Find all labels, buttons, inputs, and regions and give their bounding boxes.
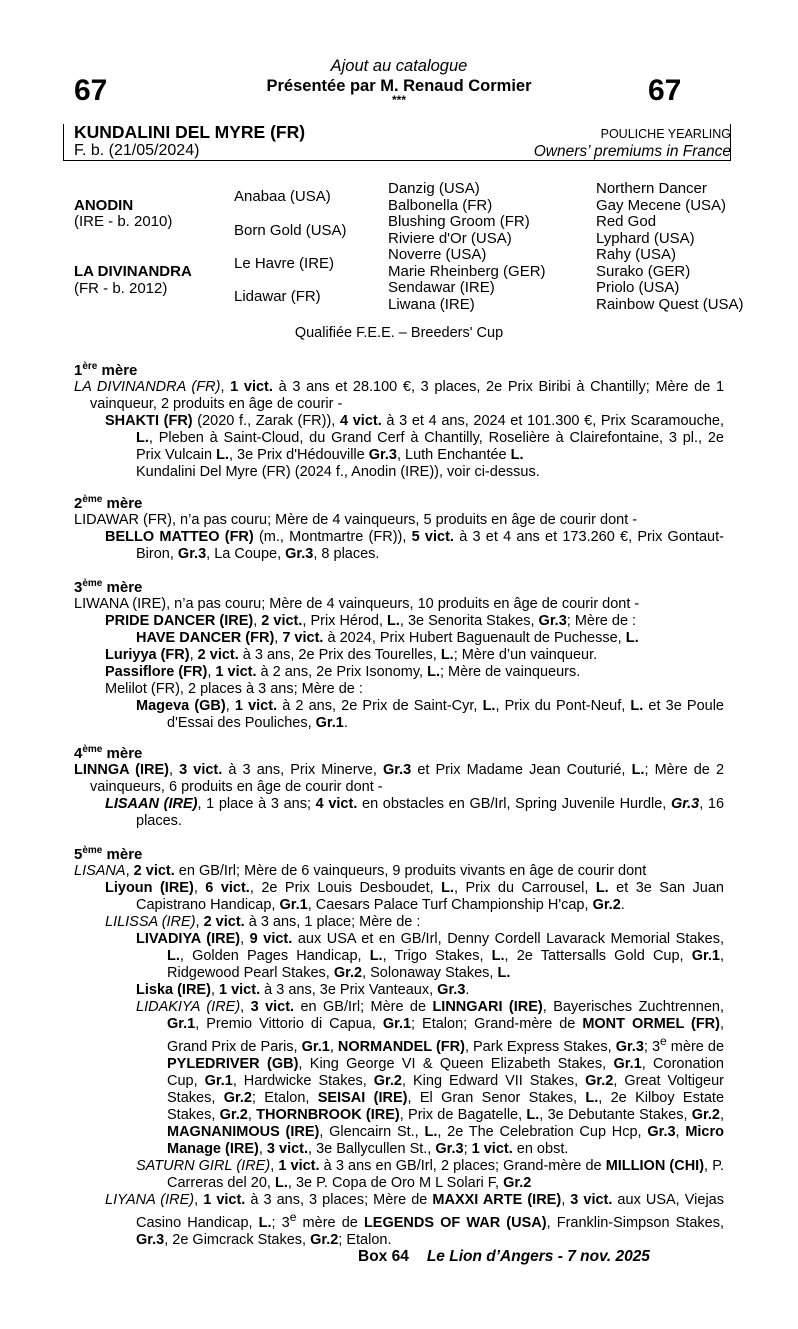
pedigree-gen3-2: Balbonella (FR) [388,197,493,214]
pedigree-gen4-3: Red God [596,213,657,230]
pedigree-gen3-5: Noverre (USA) [388,246,487,263]
produce-lilissa: LILISSA (IRE), 2 vict. à 3 ans, 1 place; Mère de : [105,914,421,930]
horse-name: KUNDALINI DEL MYRE (FR) [74,122,306,142]
fourth-dam-title: 4ème mère [74,744,143,762]
pedigree-gen3-3: Blushing Groom (FR) [388,213,530,230]
fourth-dam-text: LINNGA (IRE), 3 vict. à 3 ans, Prix Minerve, Gr.3 et Prix Madame Jean Couturié, L.; Mère de 2 vainqueurs, 6 produits en âge de courir dont - [74,762,725,795]
produce-luriyya: Luriyya (FR), 2 vict. à 3 ans, 2e Prix des Tourelles, L.; Mère d’un vainqueur. [105,647,598,663]
pedigree-gen3-4: Riviere d'Or (USA) [388,230,512,247]
first-dam-section [74,358,724,481]
fifth-dam-text: LISANA, 2 vict. en GB/Irl; Mère de 6 vainqueurs, 9 produits vivants en âge de courir dont [74,863,647,879]
produce-kundalini: Kundalini Del Myre (FR) (2024 f., Anodin (IRE)), voir ci-dessus. [136,464,540,480]
produce-lidakiya: LIDAKIYA (IRE), 3 vict. en GB/Irl; Mère de LINNGARI (IRE), Bayerisches Zuchtrennen, Gr.1, Premio Vittorio di Capua, Gr.1; Etalon; Grand-mère de MONT ORMEL (FR), Grand Prix de Paris, Gr.1, NORMANDEL (FR), Park Express Stakes, Gr.3; 3e mère de PYLEDRIVER (GB), King George VI & Queen Elizabeth Stakes, Gr.1, Coronation Cup, Gr.1, Hardwicke Stakes, Gr.2, King Edward VII Stakes, Gr.2, Great Voltigeur Stakes, Gr.2; Etalon, SEISAI (IRE), El Gran Senor Stakes, L., 2e Kilboy Estate Stakes, Gr.2, THORNBROOK (IRE), Prix de Bagatelle, L., 3e Debutante Stakes, Gr.2, MAGNANIMOUS (IRE), Glencairn St., L., 2e The Celebration Cup Hcp, Gr.3, Micro Manage (IRE), 3 vict., 3e Ballycullen St., Gr.3; 1 vict. en obst. [136,999,725,1157]
sire-name: ANODIN [74,197,134,214]
pedigree-gen3-1: Danzig (USA) [388,180,480,197]
pedigree-gen2-2: Born Gold (USA) [234,222,347,239]
second-dam-title: 2ème mère [74,494,143,512]
presenter: Présentée par M. Renaud Cormier [266,77,532,95]
owners-premiums: Owners’ premiums in France [533,143,731,160]
horse-description: F. b. (21/05/2024) [74,142,200,159]
second-dam-text: LIDAWAR (FR), n’a pas couru; Mère de 4 vainqueurs, 5 produits en âge de courir dont - [74,512,638,528]
lot-number-left: 67 [74,74,108,107]
produce-pride-dancer: PRIDE DANCER (IRE), 2 vict., Prix Hérod, L., 3e Senorita Stakes, Gr.3; Mère de : [105,613,637,629]
pedigree-gen3-7: Sendawar (IRE) [388,279,495,296]
produce-liyoun: Liyoun (IRE), 6 vict., 2e Prix Louis Desboudet, L., Prix du Carrousel, L. et 3e San Juan Capistrano Handicap, Gr.1, Caesars Palace Turf Championship H'cap, Gr.2. [105,880,724,913]
fifth-dam-title: 5ème mère [74,845,143,863]
third-dam-text: LIWANA (IRE), n’a pas couru; Mère de 4 vainqueurs, 10 produits en âge de courir dont - [74,596,640,612]
produce-livadiya: LIVADIYA (IRE), 9 vict. aux USA et en GB/Irl, Denny Cordell Lavarack Memorial Stakes, L., Golden Pages Handicap, L., Trigo Stakes, L., 2e Tattersalls Gold Cup, Gr.1, Ridgewood Pearl Stakes, Gr.2, Solonaway Stakes, L. [136,931,725,981]
produce-shakti: SHAKTI (FR) (2020 f., Zarak (FR)), 4 vict. à 3 et 4 ans, 2024 et 101.300 €, Prix Scaramouche, L., Pleben à Saint-Cloud, du Grand Cerf à Chantilly, Roselière à Clairefontaine, 3 pl., 2e Prix Vulcain L., 3e Prix d'Hédouville Gr.3, Luth Enchantée L. [105,413,724,463]
sex-label: POULICHE YEARLING [600,127,731,141]
pedigree-gen3-6: Marie Rheinberg (GER) [388,263,546,280]
pedigree-gen4-7: Priolo (USA) [596,279,680,296]
produce-saturn-girl: SATURN GIRL (IRE), 1 vict. à 3 ans en GB/Irl, 2 places; Grand-mère de MILLION (CHI), P. Carreras del 20, L., 3e P. Copa de Oro M L Solari F, Gr.2 [136,1157,725,1191]
pedigree-gen4-5: Rahy (USA) [596,246,677,263]
box-number: Box 64 [358,1248,409,1265]
produce-liyana: LIYANA (IRE), 1 vict. à 3 ans, 3 places; Mère de MAXXI ARTE (IRE), 3 vict. aux USA, Viejas Casino Handicap, L.; 3e mère de LEGENDS OF WAR (USA), Franklin-Simpson Stakes, Gr.3, 2e Gimcrack Stakes, Gr.2; Etalon. [105,1191,724,1248]
pedigree-gen2-3: Le Havre (IRE) [234,255,335,272]
pedigree-gen4-2: Gay Mecene (USA) [596,197,727,214]
produce-mageva: Mageva (GB), 1 vict. à 2 ans, 2e Prix de Saint-Cyr, L., Prix du Pont-Neuf, L. et 3e Poule d'Essai des Pouliches, Gr.1. [136,698,724,731]
first-dam-title: 1ère mère [74,361,138,379]
dam-detail: (FR - b. 2012) [74,280,168,297]
second-dam-section [74,491,724,563]
third-dam-section [74,575,724,732]
pedigree-gen2-4: Lidawar (FR) [234,288,321,305]
footer [358,1248,650,1266]
pedigree-gen3-8: Liwana (IRE) [388,296,475,313]
catalogue-addition: Ajout au catalogue [330,57,468,75]
pedigree-gen4-6: Surako (GER) [596,263,691,280]
pedigree-gen4-1: Northern Dancer [596,180,707,197]
produce-lisaan: LISAAN (IRE), 1 place à 3 ans; 4 vict. en obstacles en GB/Irl, Spring Juvenile Hurdle, Gr.3, 16 places. [105,796,725,829]
produce-melilot: Melilot (FR), 2 places à 3 ans; Mère de : [105,681,363,697]
header-stars: *** [391,93,406,107]
pedigree-gen4-8: Rainbow Quest (USA) [596,296,744,313]
sale-place-date: Le Lion d’Angers - 7 nov. 2025 [426,1248,650,1265]
third-dam-title: 3ème mère [74,578,143,596]
sire-detail: (IRE - b. 2010) [74,213,173,230]
produce-have-dancer: HAVE DANCER (FR), 7 vict. à 2024, Prix Hubert Baguenault de Puchesse, L. [136,630,639,646]
produce-bello-matteo: BELLO MATTEO (FR) (m., Montmartre (FR)), 5 vict. à 3 et 4 ans et 173.260 €, Prix Gontaut-Biron, Gr.3, La Coupe, Gr.3, 8 places. [105,529,724,562]
produce-passiflore: Passiflore (FR), 1 vict. à 2 ans, 2e Prix Isonomy, L.; Mère de vainqueurs. [105,664,581,680]
produce-liska: Liska (IRE), 1 vict. à 3 ans, 3e Prix Vanteaux, Gr.3. [136,982,470,998]
first-dam-text: LA DIVINANDRA (FR), 1 vict. à 3 ans et 28.100 €, 3 places, 2e Prix Biribi à Chantilly; Mère de 1 vainqueur, 2 produits en âge de courir - [74,379,725,412]
qualification: Qualifiée F.E.E. – Breeders' Cup [294,325,504,341]
fifth-dam-section [74,842,724,1249]
horse-name-box [63,124,731,162]
pedigree-gen4-4: Lyphard (USA) [596,230,695,247]
pedigree-gen2-1: Anabaa (USA) [234,188,331,205]
fourth-dam-section [74,741,724,830]
lot-number-right: 67 [648,74,682,107]
dam-name: LA DIVINANDRA [74,263,192,280]
